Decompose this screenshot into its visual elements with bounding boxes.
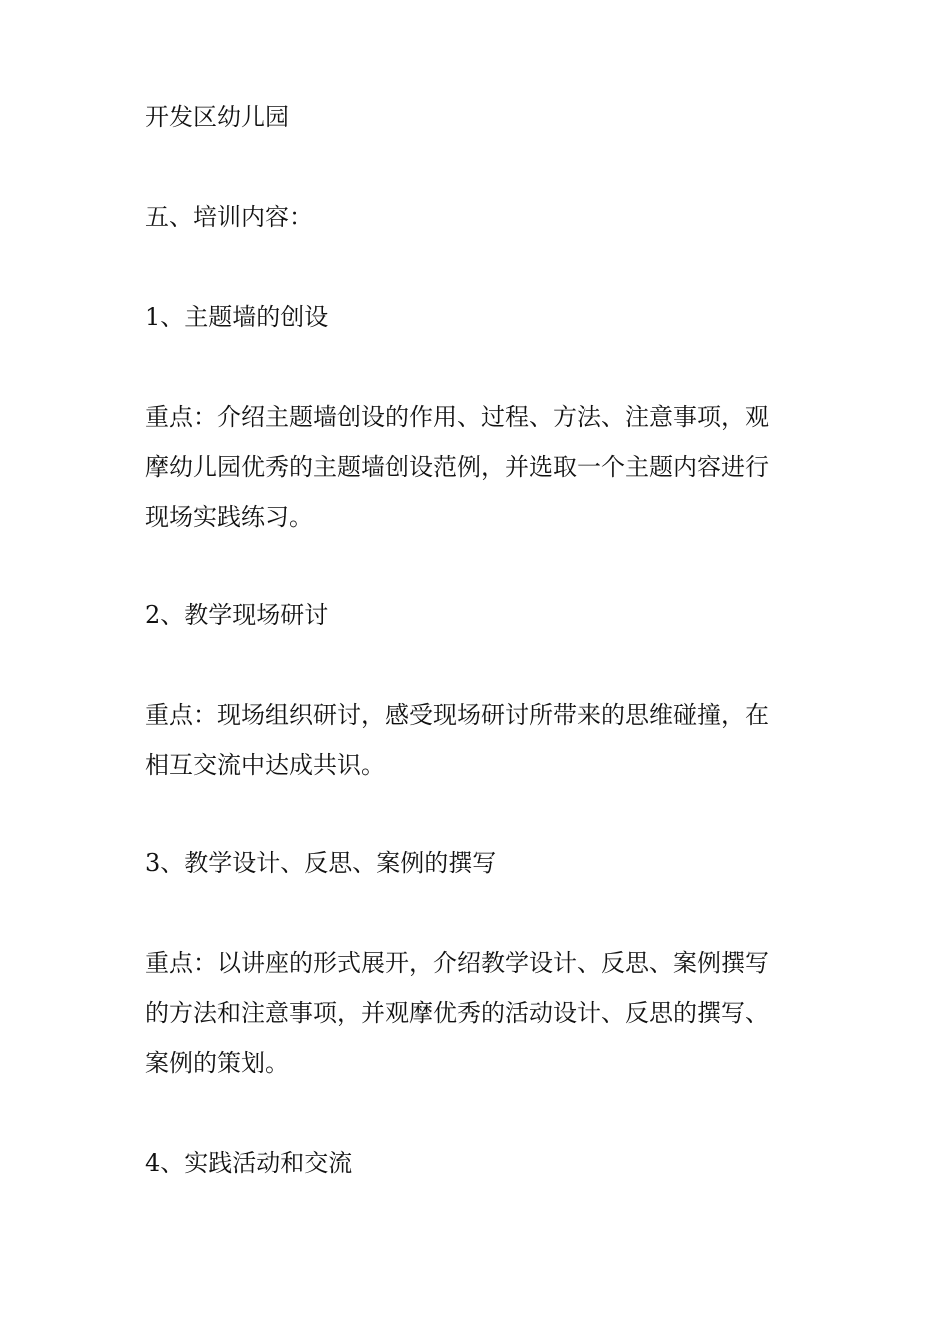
item-4-heading: [145, 1138, 810, 1188]
text-line: 开发区幼儿园: [145, 103, 289, 131]
text-line: 现场实践练习。: [145, 503, 313, 531]
text-line: 重点：以讲座的形式展开，介绍教学设计、反思、案例撰写: [145, 949, 769, 977]
text-line: 重点：介绍主题墙创设的作用、过程、方法、注意事项，观: [145, 403, 769, 431]
text-line: 摩幼儿园优秀的主题墙创设范例，并选取一个主题内容进行: [145, 453, 769, 481]
section-heading-training-content: [145, 192, 810, 242]
text-line: 4、实践活动和交流: [145, 1149, 353, 1177]
item-2-focus: [145, 690, 810, 790]
text-line: 3、教学设计、反思、案例的撰写: [145, 849, 497, 877]
text-line: 的方法和注意事项，并观摩优秀的活动设计、反思的撰写、: [145, 999, 769, 1027]
item-1-focus: [145, 392, 810, 542]
text-line: 2、教学现场研讨: [145, 601, 329, 629]
text-line: 五、培训内容：: [145, 203, 313, 231]
item-2-heading: [145, 590, 810, 640]
text-line: 相互交流中达成共识。: [145, 751, 385, 779]
kindergarten-name: [145, 92, 810, 142]
item-3-heading: [145, 838, 810, 888]
text-line: 1、主题墙的创设: [145, 303, 329, 331]
item-1-heading: [145, 292, 810, 342]
text-line: 重点：现场组织研讨，感受现场研讨所带来的思维碰撞，在: [145, 701, 769, 729]
text-line: 案例的策划。: [145, 1049, 289, 1077]
item-3-focus: [145, 938, 810, 1088]
